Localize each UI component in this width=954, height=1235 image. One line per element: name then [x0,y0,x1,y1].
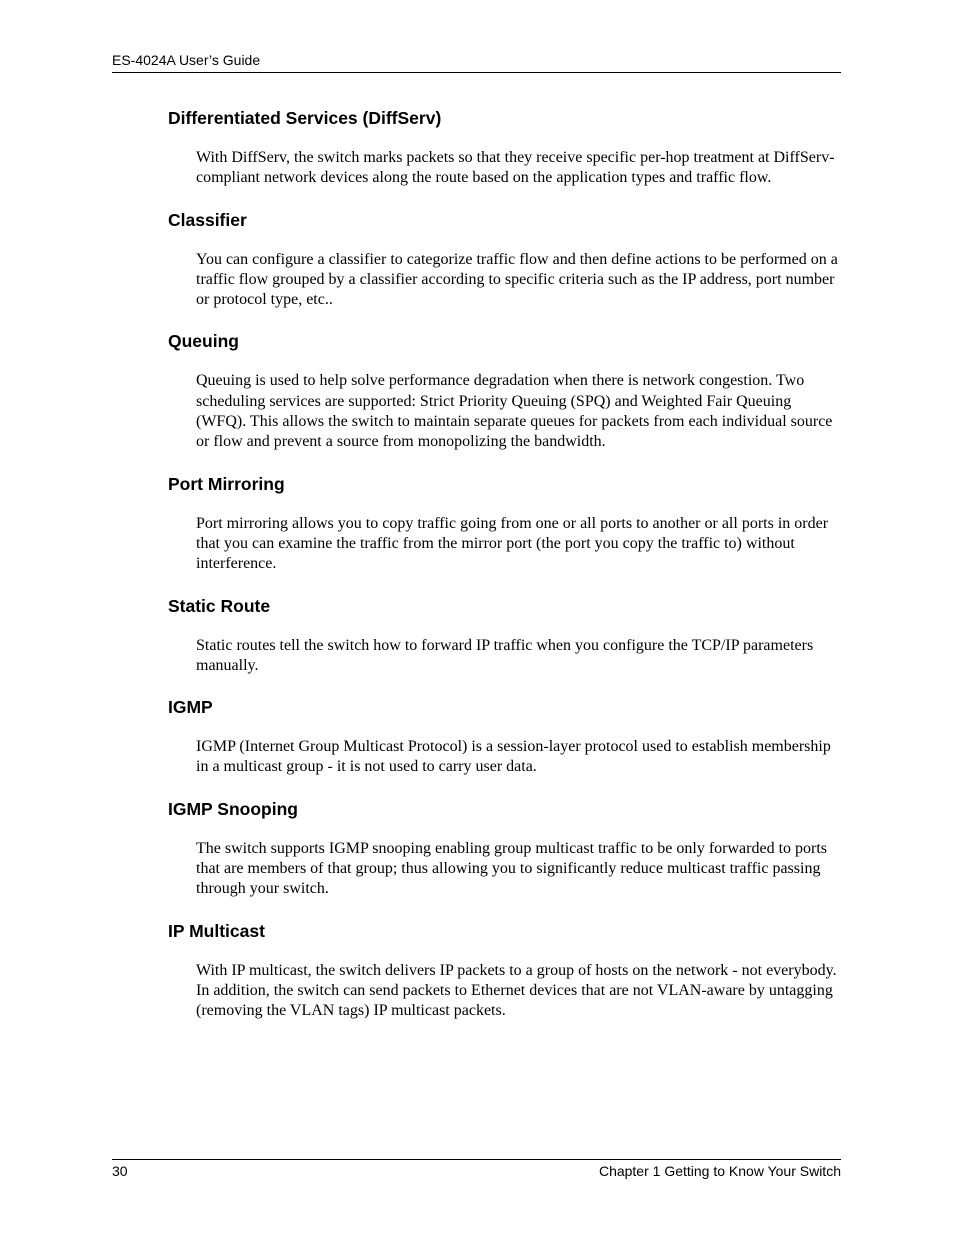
section-body: With DiffServ, the switch marks packets so that they receive specific per-hop treatment at DiffServ-compliant network devices along the route based on the application types and traffic flow. [196,149,835,187]
header-title: ES-4024A User’s Guide [112,52,261,68]
section-diffserv [168,108,843,189]
section-heading: IGMP [168,697,213,718]
page-number: 30 [112,1163,128,1179]
section-ip-multicast [168,921,843,1022]
section-heading: Port Mirroring [168,473,285,494]
section-heading: IGMP Snooping [168,798,298,819]
page-header [112,52,841,73]
section-body: Static routes tell the switch how to forward IP traffic when you configure the TCP/IP parameters manually. [196,636,814,674]
section-heading: Static Route [168,595,271,616]
section-body: IGMP (Internet Group Multicast Protocol) is a session-layer protocol used to establish membership in a multicast group - it is not used to carry user data. [196,738,831,776]
section-body: Port mirroring allows you to copy traffic going from one or all ports to another or all ports in order that you can examine the traffic from the mirror port (the port you copy the traffic to) without interference. [196,514,829,573]
section-heading: Queuing [168,331,239,352]
section-heading: IP Multicast [168,920,265,941]
page-footer [112,1159,841,1180]
chapter-title: Chapter 1 Getting to Know Your Switch [598,1163,841,1179]
section-port-mirroring [168,474,843,575]
section-queuing [168,331,843,452]
section-body: The switch supports IGMP snooping enabling group multicast traffic to be only forwarded to ports that are members of that group; thus allowing you to significantly reduce multicast traffic passing through your switch. [196,839,828,898]
section-body: Queuing is used to help solve performance degradation when there is network congestion. Two scheduling services are supported: Strict Priority Queuing (SPQ) and Weighted Fair Queuing (WFQ). This allows the switch to maintain separate queues for packets from each individual source or flow and prevent a source from monopolizing the bandwidth. [196,372,833,451]
section-heading: Differentiated Services (DiffServ) [168,108,442,128]
section-static-route [168,596,843,677]
page-content [168,108,843,1043]
section-heading: Classifier [168,209,247,230]
section-body: You can configure a classifier to categorize traffic flow and then define actions to be performed on a traffic flow grouped by a classifier according to specific criteria such as the IP address, port number or protocol type, etc.. [196,250,838,309]
section-body: With IP multicast, the switch delivers IP packets to a group of hosts on the network - not everybody. In addition, the switch can send packets to Ethernet devices that are not VLAN-aware by untagging (removing the VLAN tags) IP multicast packets. [196,961,837,1020]
section-classifier [168,210,843,311]
section-igmp-snooping [168,799,843,900]
section-igmp [168,697,843,778]
